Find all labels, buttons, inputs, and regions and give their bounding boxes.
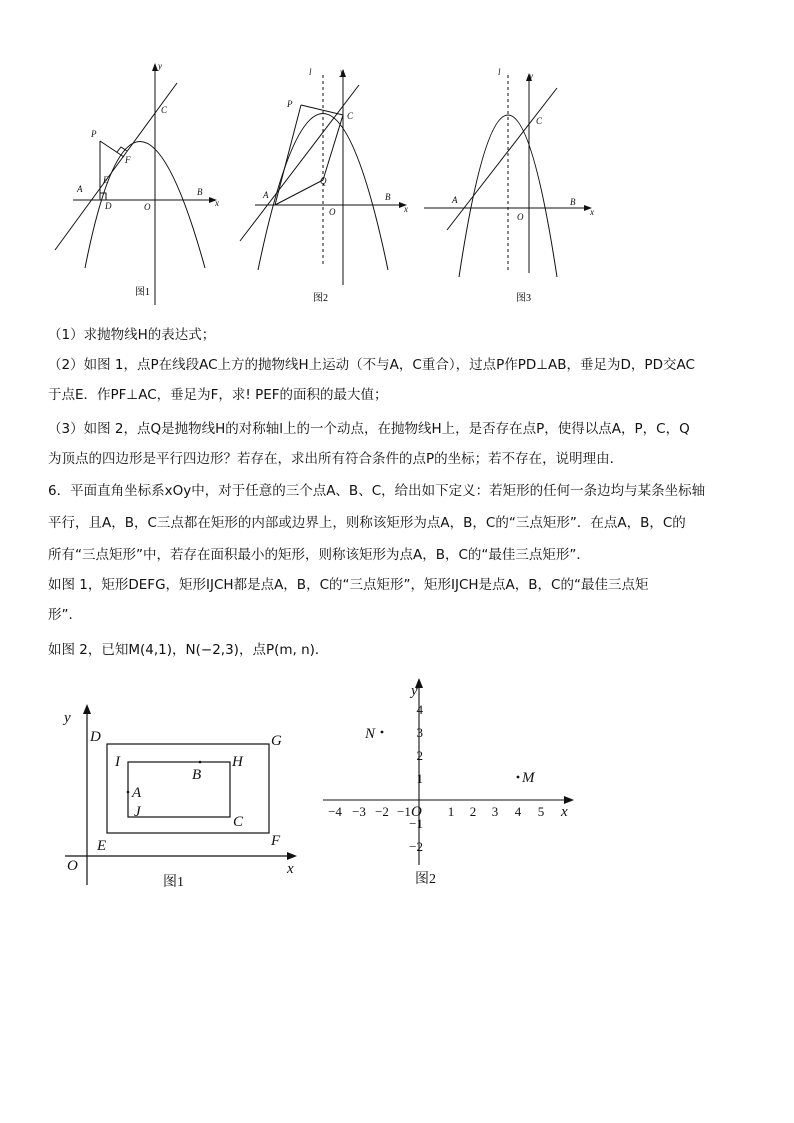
label-x: x	[404, 204, 408, 214]
x-tick-label: 3	[491, 804, 499, 819]
top-figure-3	[422, 55, 607, 310]
caption-fig1: 图1	[163, 875, 184, 890]
label-c: C	[161, 105, 168, 115]
x-tick-labels	[328, 804, 544, 819]
label-o: O	[67, 858, 78, 874]
y-tick-label: 4	[416, 702, 423, 717]
label-n: N	[365, 726, 376, 742]
label-d: D	[105, 201, 112, 211]
top-figure-1	[45, 55, 230, 310]
label-o: O	[411, 804, 422, 820]
label-m: M	[522, 770, 535, 786]
label-y: y	[158, 61, 162, 71]
x-tick-label: 5	[537, 804, 545, 819]
x-tick-label: 1	[447, 804, 455, 819]
label-y: y	[340, 67, 344, 77]
label-y: y	[411, 683, 418, 699]
x-tick-label: −1	[397, 804, 411, 819]
problem-6-line-6: 如图 2，已知M(4,1)，N(−2,3)，点P(m, n)．	[48, 642, 329, 658]
y-tick-label: 3	[416, 725, 423, 740]
label-y: y	[64, 710, 71, 726]
label-x: x	[590, 207, 594, 217]
segment-aq	[275, 180, 323, 205]
bottom-figure-2	[315, 675, 585, 895]
label-p: P	[91, 129, 97, 139]
question-2-line-2: 于点E．作PF⊥AC，垂足为F，求! PEF的面积的最大值；	[48, 387, 388, 403]
label-o: O	[144, 202, 151, 212]
label-b: B	[197, 187, 203, 197]
y-tick-label: 1	[416, 771, 423, 786]
label-a: A	[452, 195, 458, 205]
label-b: B	[385, 192, 391, 202]
label-j: J	[134, 804, 141, 820]
rectangle-ijch	[128, 762, 230, 817]
label-c: C	[536, 116, 543, 126]
caption-fig2: 图2	[415, 872, 436, 887]
y-tick-label: −2	[409, 839, 423, 854]
label-e: E	[97, 838, 107, 854]
y-tick-label: −1	[409, 816, 423, 831]
y-tick-labels	[409, 702, 423, 854]
caption-fig2: 图2	[313, 293, 328, 304]
x-tick-label: −2	[375, 804, 389, 819]
problem-6-line-3: 所有“三点矩形”中，若存在面积最小的矩形，则称该矩形为点A，B，C的“最佳三点矩形”．	[48, 547, 590, 563]
question-2-line-1: （2）如图 1，点P在线段AC上方的抛物线H上运动（不与A，C重合），过点P作PD⊥AB，垂足为D，PD交AC	[48, 357, 695, 373]
label-x: x	[215, 198, 219, 208]
label-i: I	[115, 754, 120, 770]
label-o: O	[329, 207, 336, 217]
point-m	[517, 776, 520, 779]
x-tick-label: 4	[514, 804, 522, 819]
label-y: y	[529, 71, 533, 81]
x-tick-label: −3	[352, 804, 366, 819]
caption-fig3: 图3	[516, 293, 531, 304]
caption-fig1: 图1	[135, 287, 150, 298]
question-3-line-2: 为顶点的四边形是平行四边形？若存在，求出所有符合条件的点P的坐标；若不存在，说明理由．	[48, 451, 624, 467]
label-o: O	[517, 212, 524, 222]
x-tick-label: 2	[469, 804, 477, 819]
segment-ap	[275, 105, 301, 205]
y-tick-label: 2	[416, 748, 423, 763]
label-e: E	[103, 175, 109, 185]
point-b	[199, 761, 202, 764]
label-a: A	[77, 184, 83, 194]
label-d: D	[90, 729, 101, 745]
label-a: A	[263, 190, 269, 200]
segment-pf	[100, 141, 124, 157]
label-a: A	[132, 785, 142, 801]
line-ac	[240, 85, 359, 241]
label-f: F	[271, 833, 281, 849]
label-x: x	[561, 804, 568, 820]
label-c: C	[347, 111, 354, 121]
label-b: B	[570, 197, 576, 207]
x-tick-label: −4	[328, 804, 342, 819]
bottom-figure-1	[55, 700, 315, 900]
question-3-line-1: （3）如图 2，点Q是抛物线H的对称轴l上的一个动点，在抛物线H上，是否存在点P，使得以点A，P，C，Q	[48, 421, 690, 437]
label-c: C	[233, 814, 244, 830]
label-b: B	[192, 767, 202, 783]
question-1: （1）求抛物线H的表达式；	[48, 327, 216, 343]
label-l: l	[498, 67, 501, 77]
label-h: H	[232, 754, 243, 770]
label-x: x	[287, 861, 294, 877]
line-ac	[447, 88, 557, 230]
top-figure-2	[235, 55, 420, 310]
label-p: P	[287, 99, 293, 109]
problem-6-line-2: 平行，且A，B，C三点都在矩形的内部或边界上，则称该矩形为点A，B，C的“三点矩形”．在点A，B，C的	[48, 515, 686, 531]
point-n	[381, 731, 384, 734]
label-q: Q	[320, 176, 327, 186]
label-f: F	[125, 155, 131, 165]
line-ac	[55, 83, 177, 250]
problem-6-line-5: 形”．	[48, 607, 82, 623]
point-a	[127, 791, 130, 794]
label-l: l	[309, 67, 312, 77]
problem-6-line-4: 如图 1，矩形DEFG，矩形IJCH都是点A，B，C的“三点矩形”，矩形IJCH是点A，B，C的“最佳三点矩	[48, 577, 649, 593]
segment-qc	[323, 115, 343, 180]
problem-6-line-1: 6．平面直角坐标系xOy中，对于任意的三个点A、B、C，给出如下定义：若矩形的任何一条边均与某条坐标轴	[48, 483, 706, 499]
label-g: G	[271, 733, 282, 749]
